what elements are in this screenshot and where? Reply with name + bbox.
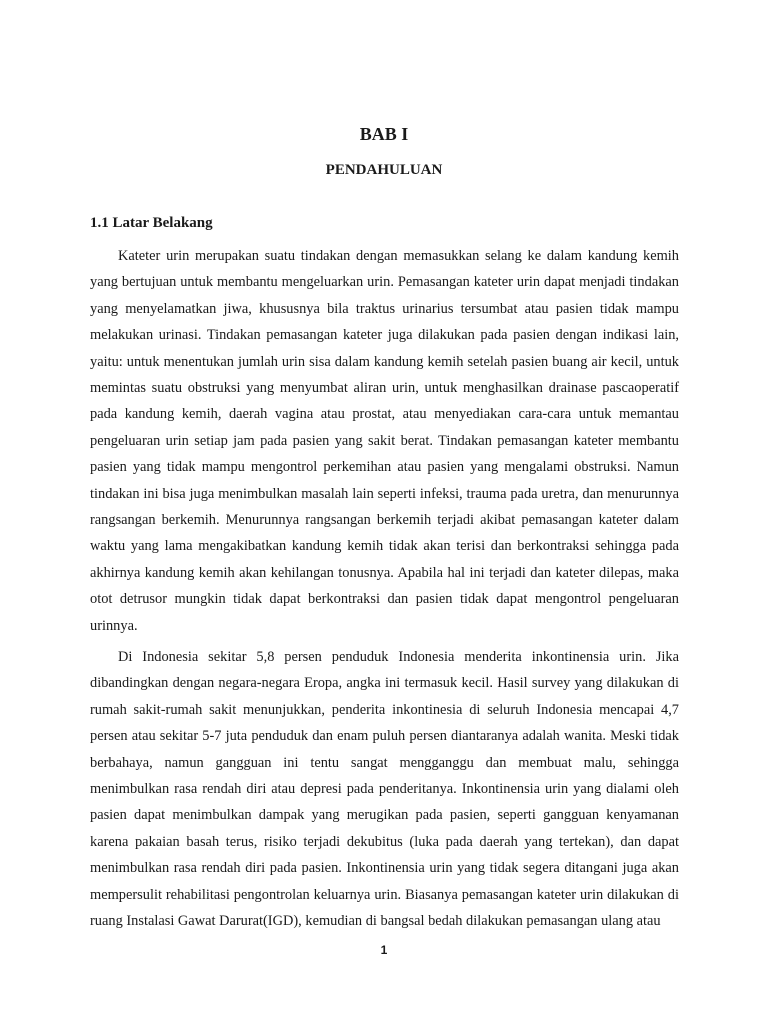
chapter-number: BAB I	[359, 124, 409, 144]
paragraph-1: Kateter urin merupakan suatu tindakan dengan memasukkan selang ke dalam kandung kemih yang bertujuan untuk membantu mengeluarkan urin. Pemasangan kateter urin dapat menjadi tindakan yang menyelamatkan jiwa, khususnya bila traktus urinarius tersumbat atau pasien tidak mampu melakukan urinasi. Tindakan pemasangan kateter juga dilakukan pada pasien dengan indikasi lain, yaitu: untuk menentukan jumlah urin sisa dalam kandung kemih setelah pasien buang air kecil, untuk memintas suatu obstruksi yang menyumbat aliran urin, untuk menghasilkan drainase pascaoperatif pada kandung kemih, daerah vagina atau prostat, atau menyediakan cara-cara untuk memantau pengeluaran urin setiap jam pada pasien yang sakit berat. Tindakan pemasangan kateter membantu pasien yang tidak mampu mengontrol perkemihan atau pasien yang mengalami obstruksi. Namun tindakan ini bisa juga menimbulkan masalah lain seperti infeksi, trauma pada uretra, dan menurunnya rangsangan berkemih. Menurunnya rangsangan berkemih terjadi akibat pemasangan kateter dalam waktu yang lama mengakibatkan kandung kemih tidak akan terisi dan berkontraksi sehingga pada akhirnya kandung kemih akan kehilangan tonusnya. Apabila hal ini terjadi dan kateter dilepas, maka otot detrusor mungkin tidak dapat berkontraksi dan pasien tidak dapat mengontrol pengeluaran urinnya.	[90, 248, 679, 634]
section-heading: 1.1 Latar Belakang	[90, 215, 213, 231]
chapter-title: PENDAHULUAN	[325, 162, 443, 178]
paragraph-2: Di Indonesia sekitar 5,8 persen penduduk Indonesia menderita inkontinensia urin. Jika dibandingkan dengan negara-negara Eropa, angka ini termasuk kecil. Hasil survey yang dilakukan di rumah sakit-rumah sakit menunjukkan, penderita inkontinesia di seluruh Indonesia mencapai 4,7 persen atau sekitar 5-7 juta penduduk dan enam puluh persen diantaranya adalah wanita. Meski tidak berbahaya, namun gangguan ini tentu sangat mengganggu dan membuat malu, sehingga menimbulkan rasa rendah diri atau depresi pada penderitanya. Inkontinensia urin yang dialami oleh pasien dapat menimbulkan dampak yang merugikan pada pasien, seperti gangguan kenyamanan karena pakaian basah terus, risiko terjadi dekubitus (luka pada daerah yang tertekan), dan dapat menimbulkan rasa rendah diri pada pasien. Inkontinensia urin yang tidak segera ditangani juga akan mempersulit rehabilitasi pengontrolan keluarnya urin. Biasanya pemasangan kateter urin dilakukan di ruang Instalasi Gawat Darurat(IGD), kemudian di bangsal bedah dilakukan pemasangan ulang atau	[90, 649, 679, 930]
page-number: 1	[380, 943, 388, 957]
